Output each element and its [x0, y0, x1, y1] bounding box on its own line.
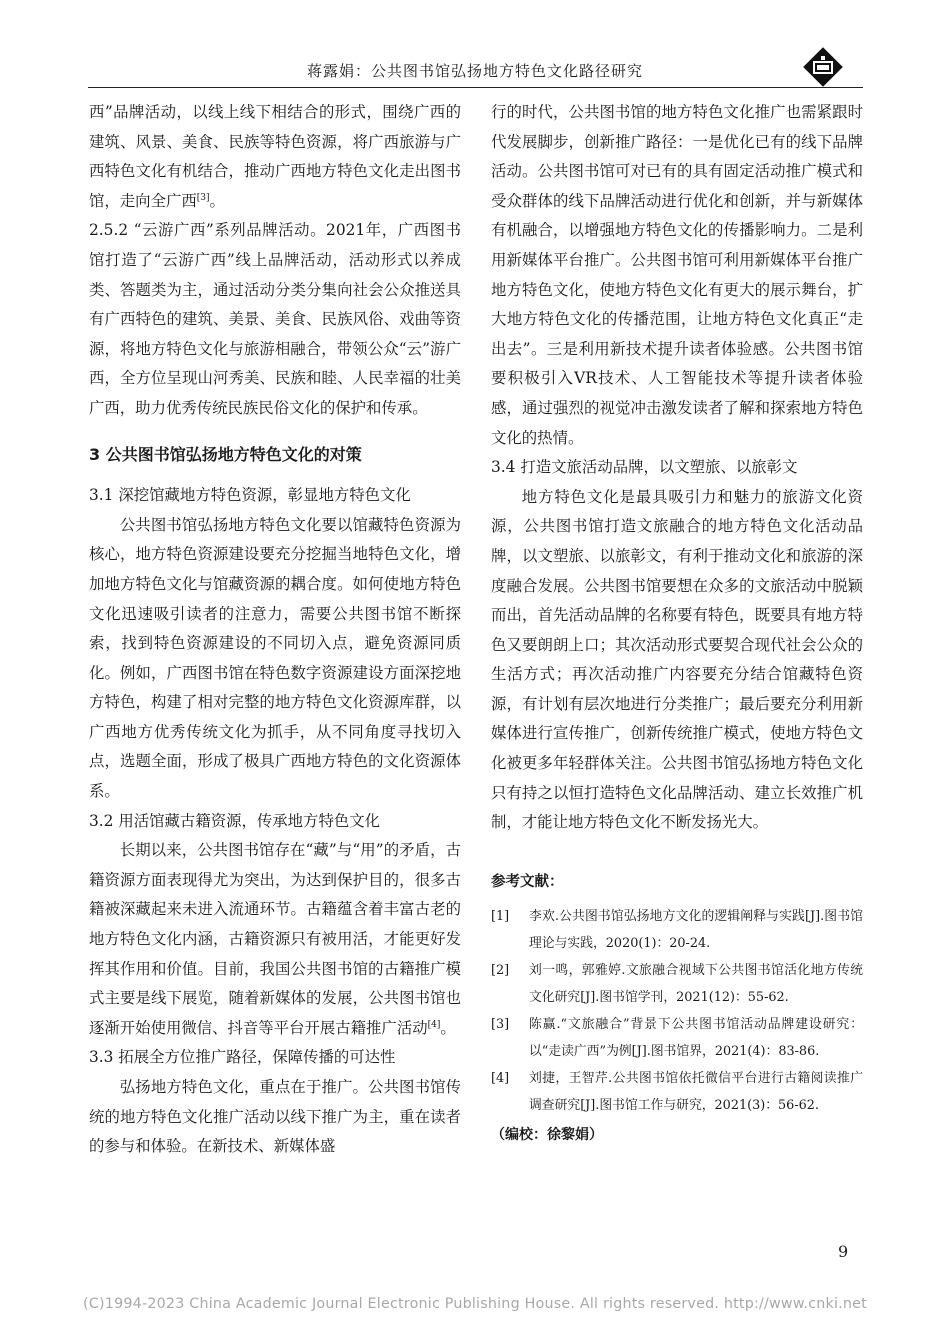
paragraph: 2.5.2 “云游广西”系列品牌活动。2021年，广西图书馆打造了“云游广西”线上品牌活动，活动形式以养成类、答题类为主，通过活动分类分集向社会公众推送具有广西特色的建筑、美景、美食、民族风俗、戏曲等资源，将地方特色文化与旅游相融合，带领公众“云”游广西，全方位呈现山河秀美、民族和睦、人民幸福的壮美广西，助力优秀传统民族民俗文化的保护和传承。	[89, 221, 461, 417]
header-rule	[88, 87, 863, 88]
paragraph: 行的时代，公共图书馆的地方特色文化推广也需紧跟时代发展脚步，创新推广路径：一是优化已有的线下品牌活动。公共图书馆可对已有的具有固定活动推广模式和受众群体的线下品牌活动进行优化和创新，并与新媒体有机融合，以增强地方特色文化的传播影响力。二是利用新媒体平台推广。公共图书馆可利用新媒体平台推广地方特色文化，使地方特色文化有更大的展示舞台，扩大地方特色文化的传播范围，让地方特色文化真正“走出去”。三是利用新技术提升读者体验感。公共图书馆要积极引入VR技术、人工智能技术等提升读者体验感，通过强烈的视觉冲击激发读者了解和探索地方特色文化的热情。	[491, 103, 863, 447]
section-heading: 3 公共图书馆弘扬地方特色文化的对策	[89, 444, 362, 464]
reference-number: [3]	[491, 1017, 510, 1033]
subsection-heading: 3.3 拓展全方位推广路径，保障传播的可达性	[89, 1048, 396, 1067]
paragraph: 地方特色文化是最具吸引力和魅力的旅游文化资源，公共图书馆打造文旅融合的地方特色文化活动品牌，以文塑旅、以旅彰文，有利于推动文化和旅游的深度融合发展。公共图书馆要想在众多的文旅活动中脱颖而出，首先活动品牌的名称要有特色，既要具有地方特色又要朗朗上口；其次活动形式要契合现代社会公众的生活方式；再次活动推广内容要充分结合馆藏特色资源，有计划有层次地进行分类推广；最后要充分利用新媒体进行宣传推广，创新传统推广模式，使地方特色文化被更多年轻群体关注。公共图书馆弘扬地方特色文化只有持之以恒打造特色文化品牌活动、建立长效推广机制，才能让地方特色文化不断发扬光大。	[491, 487, 863, 832]
references-heading: 参考文献：	[491, 873, 564, 890]
editor-note: （编校：徐黎娟）	[491, 1127, 603, 1144]
right-column	[491, 98, 863, 1151]
paragraph: 西”品牌活动，以线上线下相结合的形式，围绕广西的建筑、风景、美食、民族等特色资源，将广西旅游与广西特色文化有机结合，推动广西地方特色文化走出图书馆，走向全广西[3]。	[89, 103, 461, 210]
reference-number: [4]	[491, 1071, 510, 1087]
reference-number: [2]	[491, 963, 510, 979]
citation: [4]	[427, 1019, 441, 1030]
reference-item	[491, 957, 863, 1011]
subsection-heading: 3.4 打造文旅活动品牌，以文塑旅、以旅彰文	[491, 458, 798, 477]
running-title: 蒋露娟：公共图书馆弘扬地方特色文化路径研究	[306, 62, 643, 80]
left-column	[89, 98, 461, 1162]
paragraph: 公共图书馆弘扬地方特色文化要以馆藏特色资源为核心，地方特色资源建设要充分挖掘当地特色文化，增加地方特色文化与馆藏资源的耦合度。如何使地方特色文化迅速吸引读者的注意力，需要公共图书馆不断探索，找到特色资源建设的不同切入点，避免资源同质化。例如，广西图书馆在特色数字资源建设方面深挖地方特色，构建了相对完整的地方特色文化资源库群，以广西地方优秀传统文化为抓手，从不同角度寻找切入点，选题全面，形成了极具广西地方特色的文化资源体系。	[89, 515, 461, 801]
reference-item	[491, 1011, 863, 1065]
reference-text: 陈赢.“文旅融合”背景下公共图书馆活动品牌建设研究：以“走读广西”为例[J].图书馆界，2021(4)：83-86.	[529, 1017, 863, 1060]
citation: [3]	[196, 192, 210, 203]
subsection-heading: 3.2 用活馆藏古籍资源，传承地方特色文化	[89, 811, 381, 830]
reference-text: 刘捷，王智芹.公共图书馆依托微信平台进行古籍阅读推广调查研究[J].图书馆工作与研究，2021(3)：56-62.	[529, 1071, 863, 1114]
page-header	[0, 0, 950, 100]
reference-item	[491, 1065, 863, 1119]
reference-text: 刘一鸣，郭雅婷.文旅融合视域下公共图书馆活化地方传统文化研究[J].图书馆学刊，2021(12)：55-62.	[529, 963, 863, 1006]
reference-number: [1]	[491, 909, 510, 925]
copyright-footer: (C)1994-2023 China Academic Journal Electronic Publishing House. All rights reserved. http://www.cnki.net	[83, 1296, 867, 1312]
page-number: 9	[838, 1242, 849, 1261]
paragraph: 长期以来，公共图书馆存在“藏”与“用”的矛盾，古籍资源方面表现得尤为突出，为达到保护目的，很多古籍被深藏起来未进入流通环节。古籍蕴含着丰富古老的地方特色文化内涵，古籍资源只有被用活，才能更好发挥其作用和价值。目前，我国公共图书馆的古籍推广模式主要是线下展览，随着新媒体的发展，公共图书馆也逐渐开始使用微信、抖音等平台开展古籍推广活动[4]。	[89, 841, 461, 1037]
reference-item	[491, 903, 863, 957]
subsection-heading: 3.1 深挖馆藏地方特色资源，彰显地方特色文化	[89, 486, 411, 505]
journal-logo-icon	[800, 44, 846, 90]
reference-text: 李欢.公共图书馆弘扬地方文化的逻辑阐释与实践[J].图书馆理论与实践，2020(1)：20-24.	[529, 909, 863, 952]
paragraph: 弘扬地方特色文化，重点在于推广。公共图书馆传统的地方特色文化推广活动以线下推广为主，重在读者的参与和体验。在新技术、新媒体盛	[89, 1078, 461, 1156]
references-list	[491, 903, 863, 1119]
